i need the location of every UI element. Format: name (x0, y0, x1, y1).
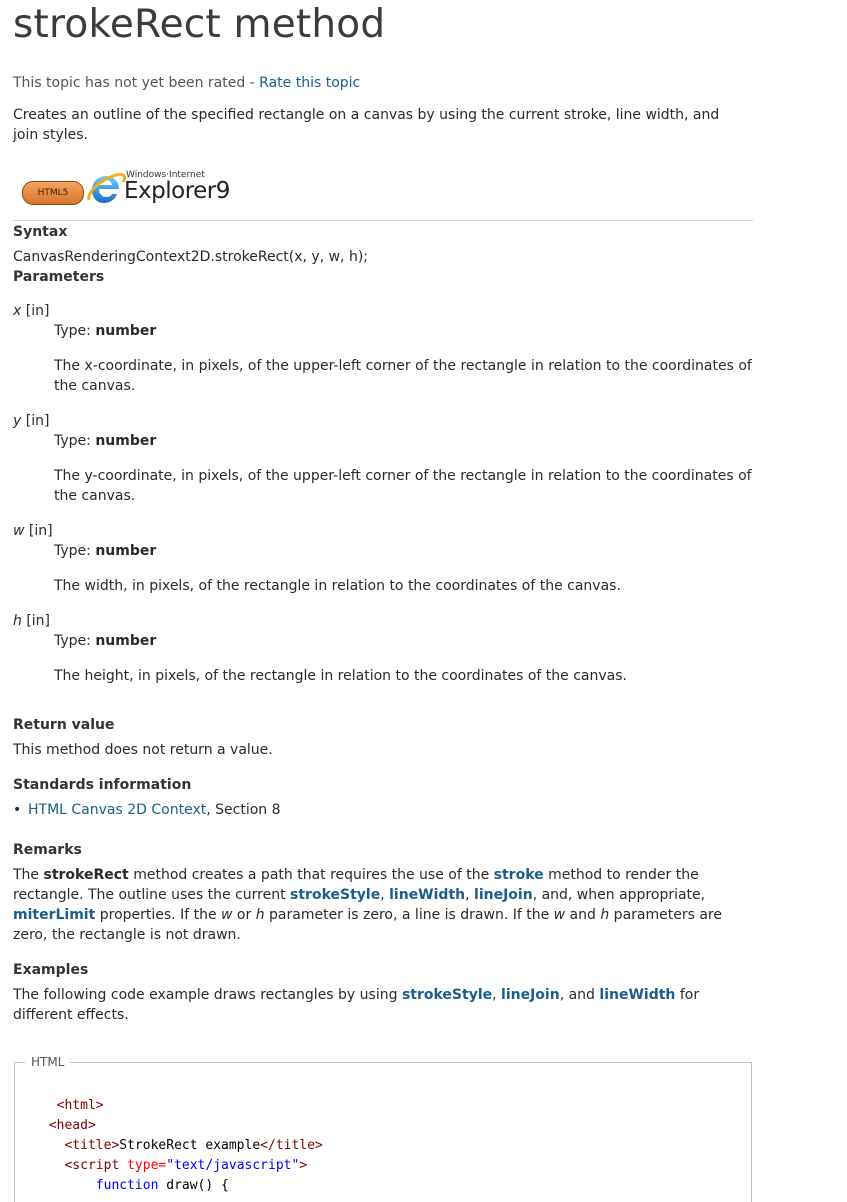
syntax-code: CanvasRenderingContext2D.strokeRect(x, y, w, h); (13, 249, 369, 265)
standards-item (13, 800, 281, 820)
type-label: Type: (54, 633, 96, 649)
code-line (41, 1136, 323, 1156)
description: Creates an outline of the specified rectangle on a canvas by using the current stroke, line width, and join styles. (13, 107, 720, 143)
param-ref: w (221, 907, 233, 923)
linewidth-link[interactable]: lineWidth (389, 887, 466, 903)
ie-brand-small: Windows·Internet (126, 170, 205, 180)
bullet: • (13, 802, 22, 818)
divider (13, 220, 753, 221)
param-x-name (13, 301, 49, 321)
rate-topic-link[interactable]: Rate this topic (259, 75, 361, 91)
linejoin-link[interactable]: lineJoin (474, 887, 533, 903)
code-attr: type= (119, 1158, 167, 1173)
type-value: number (95, 433, 157, 449)
param-name: h (13, 613, 22, 629)
page-title: strokeRect method (13, 2, 386, 47)
text-run: parameters are zero, the rectangle is not drawn. (13, 907, 722, 943)
code-tag: <script (64, 1158, 120, 1173)
param-h-desc: The height, in pixels, of the rectangle in relation to the coordinates of the canvas. (54, 668, 627, 684)
text-run: The following code example draws rectangles by using (13, 987, 402, 1003)
code-tag: </title> (260, 1138, 323, 1153)
strokestyle-link[interactable]: strokeStyle (290, 887, 381, 903)
text-run: properties. If the (95, 907, 222, 923)
text-run: parameter is zero, a line is drawn. If the (264, 907, 554, 923)
param-x-type (54, 321, 754, 341)
type-value: number (95, 633, 157, 649)
text-run: The (13, 867, 44, 883)
param-direction: [in] (24, 523, 53, 539)
param-h-type (54, 631, 754, 651)
html5-badge: HTML5 (22, 181, 84, 205)
param-direction: [in] (21, 613, 51, 629)
type-value: number (95, 543, 157, 559)
rating-status: This topic has not yet been rated (13, 75, 246, 91)
return-value-text: This method does not return a value. (13, 742, 273, 758)
ie-brand-name (124, 178, 230, 204)
param-y-desc: The y-coordinate, in pixels, of the upper-left corner of the rectangle in relation to the coordinates of the canvas. (54, 468, 752, 504)
examples-text (13, 985, 753, 1025)
text-run: , and, when appropriate, (532, 887, 706, 903)
type-label: Type: (54, 433, 96, 449)
text-run: and (565, 907, 601, 923)
code-text: StrokeRect example (119, 1138, 261, 1153)
code-line (41, 1156, 323, 1176)
miterlimit-link[interactable]: miterLimit (13, 907, 96, 923)
standards-section: , Section 8 (206, 802, 281, 818)
param-ref: w (553, 907, 566, 923)
param-y-name (13, 411, 49, 431)
code-tag: <title> (64, 1138, 120, 1153)
code-line (41, 1176, 323, 1196)
text-run: , and (559, 987, 600, 1003)
remarks-text (13, 865, 753, 945)
param-w-type (54, 541, 754, 561)
code-line (41, 1096, 323, 1116)
code-tag: > (299, 1158, 308, 1173)
requirements-badges (13, 167, 753, 211)
type-label: Type: (54, 543, 96, 559)
ie-version: 9 (215, 178, 230, 204)
param-w-desc: The width, in pixels, of the rectangle in relation to the coordinates of the canvas. (54, 578, 621, 594)
linejoin-link[interactable]: lineJoin (501, 987, 560, 1003)
canvas-2d-context-link[interactable]: HTML Canvas 2D Context (28, 802, 207, 818)
code-tag: <html> (56, 1098, 104, 1113)
internet-explorer-logo-icon (87, 170, 127, 208)
ie-brand-word: Explorer (124, 178, 216, 204)
text-run: method creates a path that requires the use of the (128, 867, 494, 883)
param-name: y (13, 413, 22, 429)
code-text: draw() { (158, 1178, 229, 1193)
rating-line (13, 73, 360, 93)
rating-separator: - (245, 75, 260, 91)
type-value: number (95, 323, 157, 339)
type-label: Type: (54, 323, 96, 339)
text-run: method to render the rectangle. The outline uses the current (13, 867, 699, 903)
text-run: for different effects. (13, 987, 700, 1023)
param-name: w (13, 523, 25, 539)
remarks-heading: Remarks (13, 842, 82, 858)
param-y-type (54, 431, 754, 451)
text-run: , (492, 987, 502, 1003)
param-h-name (13, 611, 50, 631)
code-keyword: function (95, 1178, 159, 1193)
parameters-heading: Parameters (13, 269, 105, 285)
param-direction: [in] (21, 413, 50, 429)
param-direction: [in] (21, 303, 50, 319)
linewidth-link[interactable]: lineWidth (599, 987, 676, 1003)
param-ref: h (255, 907, 265, 923)
code-language-label: HTML (25, 1054, 70, 1070)
text-run: , (465, 887, 475, 903)
param-name: x (13, 303, 22, 319)
param-x-desc: The x-coordinate, in pixels, of the upper-left corner of the rectangle in relation to the coordinates of the canvas. (54, 358, 752, 394)
method-name: strokeRect (43, 867, 129, 883)
syntax-heading: Syntax (13, 224, 68, 240)
param-w-name (13, 521, 53, 541)
code-value: "text/javascript" (166, 1158, 300, 1173)
strokestyle-link[interactable]: strokeStyle (401, 987, 493, 1003)
code-tag: <head> (48, 1118, 96, 1133)
return-value-heading: Return value (13, 717, 115, 733)
standards-heading: Standards information (13, 777, 192, 793)
text-run: or (232, 907, 256, 923)
stroke-link[interactable]: stroke (493, 867, 544, 883)
text-run: , (380, 887, 390, 903)
examples-heading: Examples (13, 962, 89, 978)
code-line (41, 1116, 323, 1136)
param-ref: h (600, 907, 610, 923)
code-block (41, 1096, 323, 1196)
